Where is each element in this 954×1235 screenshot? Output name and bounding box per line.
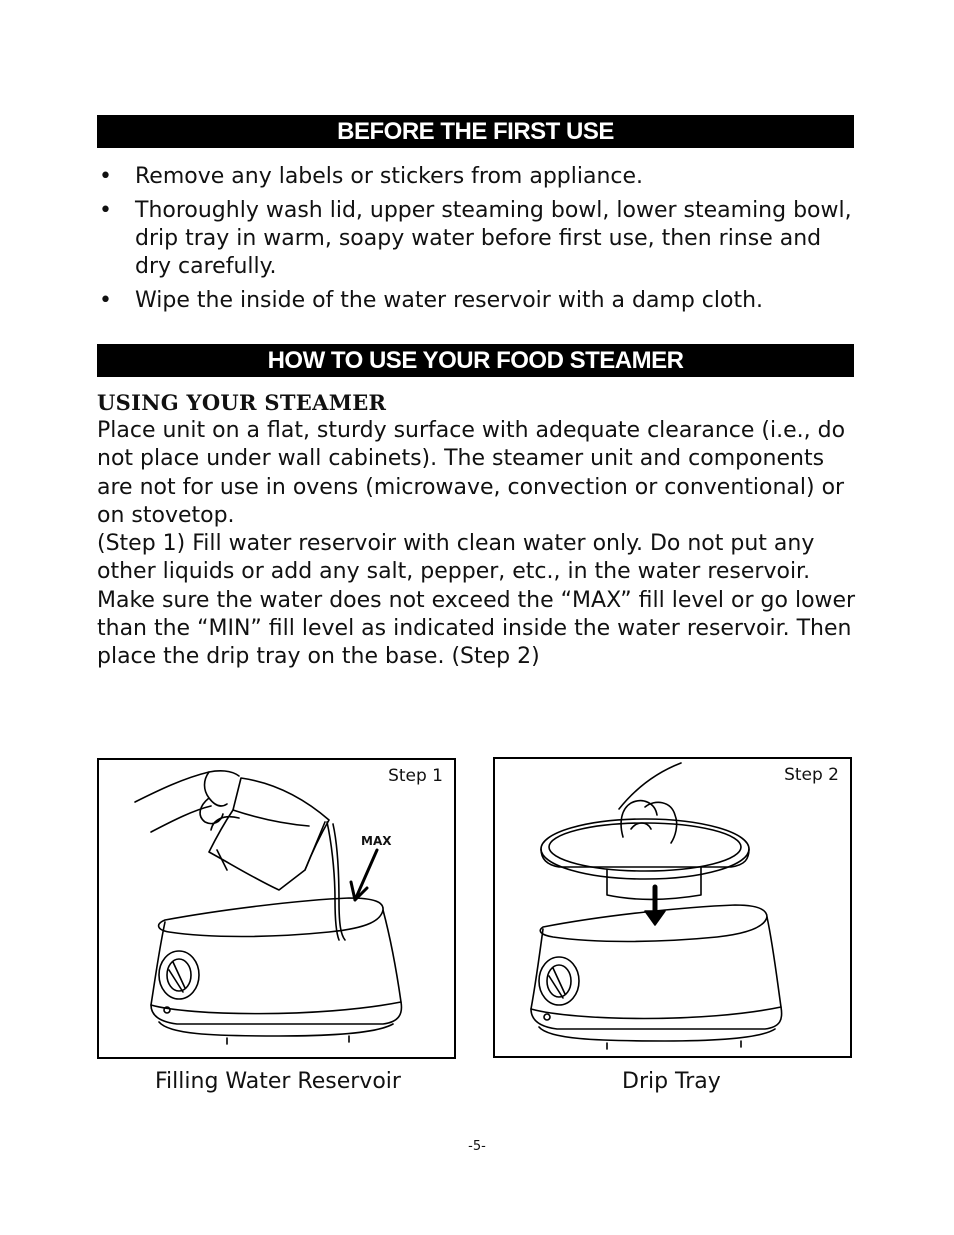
step-label: Step 1: [388, 766, 443, 786]
figure-step-2: [493, 757, 852, 1058]
paragraph-placement: Place unit on a flat, sturdy surface with adequate clearance (i.e., do not place under wall cabinets). The steamer unit and components are not for use in ovens (microwave, convection or conventional) or on stovetop.: [97, 418, 846, 528]
max-marker-label: MAX: [361, 834, 392, 848]
list-item: • Thoroughly wash lid, upper steaming bowl, lower steaming bowl, drip tray in warm, soapy water before first use, then rinse and dry carefully.: [97, 197, 854, 281]
page-number: -5-: [468, 1139, 486, 1154]
drip-tray-illustration-icon: [495, 759, 850, 1056]
section-heading-before-first-use: BEFORE THE FIRST USE: [97, 115, 854, 148]
figure-caption-drip-tray: Drip Tray: [622, 1069, 721, 1094]
figure-caption-filling-reservoir: Filling Water Reservoir: [155, 1069, 401, 1094]
filling-reservoir-illustration-icon: [99, 760, 454, 1057]
before-first-use-list: [97, 163, 854, 321]
step-label: Step 2: [784, 765, 839, 785]
section-heading-how-to-use: HOW TO USE YOUR FOOD STEAMER: [97, 344, 854, 377]
subheading-using-steamer: USING YOUR STEAMER: [97, 390, 387, 415]
paragraph-steps: (Step 1) Fill water reservoir with clean water only. Do not put any other liquids or add any salt, pepper, etc., in the water reservoir. Make sure the water does not exceed the “MAX” fill level or go lower than the “MIN” fill level as indicated inside the water reservoir. Then place the drip tray on the base. (Step 2): [97, 531, 856, 670]
list-item: • Wipe the inside of the water reservoir with a damp cloth.: [97, 287, 854, 315]
figure-step-1: [97, 758, 456, 1059]
list-item: • Remove any labels or stickers from appliance.: [97, 163, 854, 191]
